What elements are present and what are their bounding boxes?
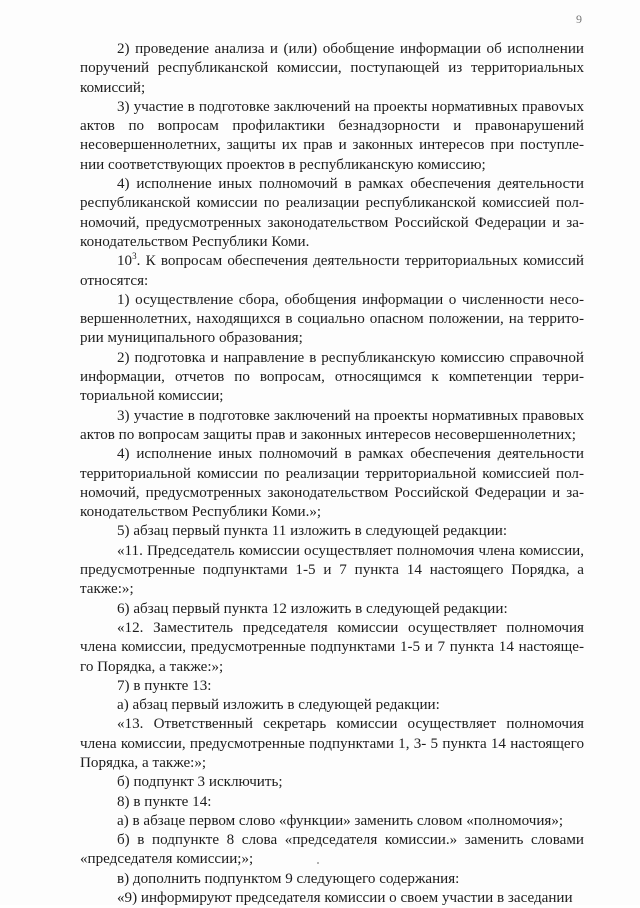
clause-text: К вопросам обеспечения деятельности территориальных комиссий относятся:	[80, 253, 584, 289]
clause-number: 10	[117, 253, 133, 270]
paragraph: 4) исполнение иных полномочий в рамках обеспечения деятельности республиканской комиссии по реализации республиканской комиссией полномочий, предусмотренных законодательством Российской Федерации и законодательством Республики Коми.	[80, 176, 584, 250]
paragraph: 4) исполнение иных полномочий в рамках обеспечения деятельности территориальной комиссии по реализации территориальной комиссией полномочий, предусмотренных законодательством Российской Федерации и законодательством Республики Коми.»;	[80, 446, 584, 521]
document-body	[80, 40, 584, 908]
paragraph: 7) в пункте 13:	[117, 677, 212, 694]
paragraph: 6) абзац первый пункта 12 изложить в следующей редакции:	[117, 600, 508, 617]
paragraph: «13. Ответственный секретарь комиссии осуществляет полномочия члена комиссии, предусмотренные подпунктами 1, 3- 5 пункта 14 настоящего Порядка, а также:»;	[80, 716, 584, 771]
paragraph: б) подпункт 3 исключить;	[117, 774, 283, 791]
paragraph: «11. Председатель комиссии осуществляет полномочия члена комиссии, предусмотренные подпунктами 1-5 и 7 пункта 14 настоящего Порядка, а также:»;	[80, 542, 584, 598]
paragraph: б) в подпункте 8 слова «председателя комиссии.» заменить словами «председателя комиссии;»;	[80, 832, 584, 868]
paragraph: а) в абзаце первом слово «функции» заменить словом «полномочия»;	[117, 812, 564, 829]
clause-10-3-paragraph	[80, 252, 584, 291]
paragraph: 2) проведение анализа и (или) обобщение информации об исполнении поручений республиканской комиссии, поступающей из территориальных комиссий;	[80, 41, 584, 96]
paragraph: 3) участие в подготовке заключений на проекты нормативных правовых актов по вопросам защиты прав и законных интересов несовершеннолетних;	[80, 407, 584, 443]
paragraph: 1) осуществление сбора, обобщения информации о численности несовершеннолетних, находящихся в социально опасном положении, на территории муниципального образования;	[80, 291, 584, 347]
paragraph: «12. Заместитель председателя комиссии осуществляет полномочия члена комиссии, предусмотренные подпунктами 1-5 и 7 пункта 14 настоящего Порядка, а также:»;	[80, 619, 584, 675]
scan-speck	[317, 862, 319, 864]
page-number: 9	[576, 12, 582, 26]
paragraph: «9) информируют председателя комиссии о своем участии в заседании	[117, 890, 573, 907]
paragraph: а) абзац первый изложить в следующей редакции:	[117, 697, 440, 714]
clause-number-suffix: .	[136, 253, 141, 270]
clause-superscript: 3	[132, 251, 137, 262]
paragraph: 3) участие в подготовке заключений на проекты нормативных правоvых актов по вопросам профилактики безнадзорности и правонарушений несовершеннолетних, защиты их прав и законных интересов при поступлении соответствующих проектов в республиканскую комиссию;	[80, 98, 584, 173]
paragraph: 2) подготовка и направление в республиканскую комиссию справочной информации, отчетов по вопросам, относящимся к компетенции территориальной комиссии;	[80, 349, 584, 405]
paragraph: в) дополнить подпунктом 9 следующего содержания:	[117, 870, 460, 887]
paragraph: 8) в пункте 14:	[117, 793, 212, 810]
paragraph: 5) абзац первый пункта 11 изложить в следующей редакции:	[117, 523, 508, 540]
